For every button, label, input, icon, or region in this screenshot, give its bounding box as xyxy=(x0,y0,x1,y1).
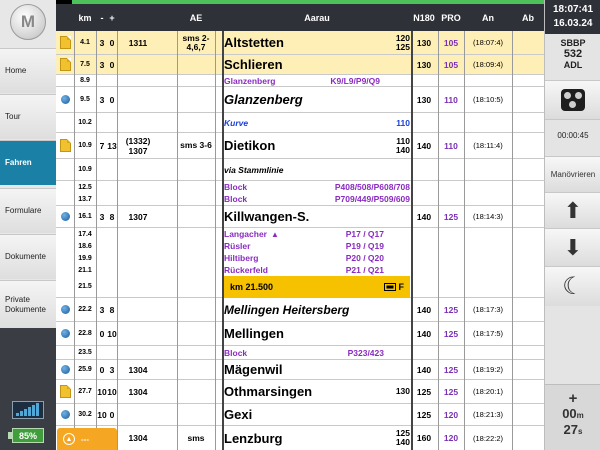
document-icon[interactable] xyxy=(60,58,71,71)
km-value: 10.9 xyxy=(78,166,92,173)
elapsed-timer: 00:00:45 xyxy=(557,131,589,140)
n180-value: 140 xyxy=(416,304,432,315)
sidebar-item-label: Home xyxy=(5,66,27,75)
curve-label: Kurve xyxy=(224,117,249,128)
train-code: ADL xyxy=(563,60,583,70)
table-header xyxy=(56,0,544,31)
minus-value: 3 xyxy=(99,94,105,105)
signal-number: 1304 xyxy=(128,433,148,443)
battery-level: 85% xyxy=(18,430,37,441)
table-row[interactable] xyxy=(56,87,544,113)
table-row[interactable] xyxy=(56,380,544,404)
table-row[interactable] xyxy=(56,159,544,181)
track-line-left xyxy=(222,31,224,450)
km-value: 19.9 xyxy=(78,254,92,262)
minus-value: 0 xyxy=(99,364,105,375)
column-divider xyxy=(215,31,216,450)
current-time: 18:07:41 xyxy=(552,4,594,15)
sidebar-item-dokumente[interactable] xyxy=(0,234,56,279)
arrival-time: (18:21:3) xyxy=(472,410,504,419)
station-name: Othmarsingen xyxy=(224,384,313,399)
arrival-time: (18:11:4) xyxy=(473,141,503,150)
stop-marker-icon xyxy=(61,410,70,419)
n180-value: 160 xyxy=(416,433,432,443)
table-row[interactable] xyxy=(56,360,544,380)
speed-2: 140 xyxy=(395,437,410,447)
document-icon[interactable] xyxy=(60,139,71,152)
station-name: Schlieren xyxy=(224,57,283,72)
speed-2: 140 xyxy=(395,144,410,155)
sidebar-item-label: Dokumente xyxy=(5,252,46,261)
table-row[interactable] xyxy=(56,113,544,133)
block-code: P21 / Q21 xyxy=(345,265,384,275)
station-name: Dietikon xyxy=(224,138,276,153)
n180-value: 130 xyxy=(416,37,432,48)
plus-value: 8 xyxy=(109,211,115,222)
delay-minutes: 00 xyxy=(562,406,577,421)
plus-value: 8 xyxy=(109,304,115,315)
km-marker-bar[interactable] xyxy=(224,276,410,298)
table-row[interactable] xyxy=(56,133,544,159)
table-row[interactable] xyxy=(56,75,544,87)
pro-value: 125 xyxy=(443,211,459,222)
table-row[interactable] xyxy=(56,346,544,360)
station-name: Mellingen xyxy=(224,326,284,341)
right-panel-spacer xyxy=(545,306,600,386)
column-divider xyxy=(464,31,465,450)
column-divider xyxy=(177,31,178,450)
signal-number: 1307 xyxy=(128,145,148,156)
pro-value: 110 xyxy=(444,140,458,151)
km-value: 22.2 xyxy=(78,306,92,313)
table-row[interactable] xyxy=(56,322,544,346)
n180-value: 140 xyxy=(416,211,432,222)
speed-1: 120 xyxy=(395,32,410,43)
table-row[interactable] xyxy=(56,181,544,193)
arrival-time: (18:07:4) xyxy=(472,38,504,47)
minus-value: 7 xyxy=(99,140,105,151)
header-plus: + xyxy=(109,12,115,23)
block-label: Block xyxy=(224,347,248,358)
km-value: 12.5 xyxy=(78,183,92,191)
km-value: 27.7 xyxy=(78,388,92,395)
signal-number: 1311 xyxy=(128,37,148,48)
minus-value: 10 xyxy=(97,409,107,420)
table-row[interactable] xyxy=(56,264,544,276)
delay-seconds-unit: s xyxy=(578,427,583,436)
train-icon xyxy=(384,283,396,291)
block-code: P709/449/P509/609 xyxy=(334,194,410,204)
arrow-up-icon: ⬆ xyxy=(563,197,583,223)
progress-line-start xyxy=(56,0,72,4)
clock xyxy=(545,0,600,34)
table-row[interactable] xyxy=(56,252,544,264)
table-row[interactable] xyxy=(56,193,544,206)
n180-value: 125 xyxy=(416,386,432,397)
plus-value: 0 xyxy=(109,409,115,420)
pro-value: 125 xyxy=(443,364,459,375)
logo-letter: M xyxy=(20,12,36,31)
km-value: 25.9 xyxy=(78,366,92,373)
document-icon[interactable] xyxy=(60,36,71,49)
column-divider xyxy=(117,31,118,450)
plus-value: 13 xyxy=(107,140,117,151)
signal-strength-icon xyxy=(12,401,44,419)
arrival-time: (18:17:3) xyxy=(472,305,504,314)
arrival-time: (18:22:2) xyxy=(472,433,504,443)
block-code: P20 / Q20 xyxy=(345,253,384,263)
km-value: 16.1 xyxy=(78,213,92,220)
pro-value: 120 xyxy=(443,433,459,443)
document-icon[interactable] xyxy=(60,385,71,398)
stop-marker-icon xyxy=(61,329,70,338)
signal-button[interactable] xyxy=(545,80,600,120)
scroll-down-button[interactable] xyxy=(545,228,600,266)
block-code: P19 / Q19 xyxy=(345,241,384,251)
app-logo[interactable] xyxy=(10,4,46,40)
pro-value: 120 xyxy=(443,409,459,420)
table-row[interactable] xyxy=(56,206,544,228)
arrow-down-icon: ⬇ xyxy=(563,234,583,260)
minus-value: 0 xyxy=(99,328,105,339)
arrival-time: (18:09:4) xyxy=(472,60,504,69)
km-value: 17.4 xyxy=(78,230,92,238)
sidebar-item-label: Formulare xyxy=(5,206,42,215)
speed-2: 125 xyxy=(395,41,410,52)
block-code: K9/L9/P9/Q9 xyxy=(330,75,380,86)
delay-indicator xyxy=(545,384,600,450)
pro-value: 105 xyxy=(443,59,459,70)
block-code: P323/423 xyxy=(347,347,384,358)
block-label: Langacher xyxy=(224,229,267,239)
minus-value: 3 xyxy=(99,59,105,70)
block-label: Glanzenberg xyxy=(224,75,276,86)
chevron-up-icon: ▲ xyxy=(63,433,75,445)
manoeuvre-button[interactable] xyxy=(545,156,600,192)
stop-marker-icon xyxy=(61,365,70,374)
header-ab: Ab xyxy=(522,12,534,23)
stop-marker-icon xyxy=(61,95,70,104)
plus-value: 3 xyxy=(109,364,115,375)
scroll-up-button[interactable] xyxy=(545,192,600,228)
table-row[interactable] xyxy=(56,55,544,75)
company-code: SBBP xyxy=(560,38,586,48)
delay-minutes-unit: m xyxy=(576,411,584,420)
sidebar-item-label: Tour xyxy=(5,112,21,121)
n180-value: 140 xyxy=(416,140,432,151)
arrival-time: (18:20:1) xyxy=(472,387,504,396)
station-name: Mägenwil xyxy=(224,362,283,377)
signal-number-alt: (1332) xyxy=(125,135,151,146)
header-ae: AE xyxy=(189,12,203,23)
block-label: Hiltiberg xyxy=(224,253,259,263)
curve-speed: 110 xyxy=(396,117,410,128)
column-divider xyxy=(512,31,513,450)
table-row[interactable] xyxy=(56,240,544,252)
column-divider xyxy=(74,31,75,450)
sidebar-item-formulare[interactable] xyxy=(0,188,56,233)
header-an: An xyxy=(482,12,494,23)
speed-1: 110 xyxy=(396,135,410,146)
track-line-right xyxy=(411,31,413,450)
header-n180: N180 xyxy=(413,12,435,23)
signal-number: 1307 xyxy=(128,211,148,222)
km-value: 9.5 xyxy=(80,96,90,103)
station-name: Mellingen Heitersberg xyxy=(224,302,350,317)
km-value: 21.1 xyxy=(78,266,92,274)
battery-icon xyxy=(12,428,44,443)
plus-value: 0 xyxy=(109,94,115,105)
km-marker-label: km 21.500 xyxy=(230,282,274,292)
km-value: 7.5 xyxy=(80,61,90,68)
column-divider xyxy=(438,31,439,450)
stop-marker-icon xyxy=(61,305,70,314)
km-value: 30.2 xyxy=(78,411,92,418)
station-name: Lenzburg xyxy=(224,430,283,446)
arrival-time: (18:19:2) xyxy=(472,365,504,374)
n180-value: 140 xyxy=(416,364,432,375)
delay-sign: + xyxy=(568,390,578,407)
ae-value: sms 3-6 xyxy=(180,140,212,150)
km-value: 13.7 xyxy=(78,195,92,203)
ae-value: sms 2-4,6,7 xyxy=(182,32,210,52)
expand-panel-button[interactable] xyxy=(57,428,117,450)
block-code: P17 / Q17 xyxy=(345,229,384,239)
minus-value: 3 xyxy=(99,304,105,315)
speed-1: 130 xyxy=(395,386,410,396)
n180-value: 130 xyxy=(416,94,432,105)
n180-value: 140 xyxy=(416,328,432,339)
plus-value: 10 xyxy=(107,386,117,397)
sidebar-item-label: Fahren xyxy=(5,158,32,167)
train-info xyxy=(545,38,600,76)
n180-value: 125 xyxy=(416,409,432,420)
route-via: via Stammlinie xyxy=(224,164,284,175)
block-label: Rüsler xyxy=(224,241,251,251)
traffic-light-icon xyxy=(561,89,585,111)
plus-value: 10 xyxy=(107,328,117,339)
expand-panel-text: --- xyxy=(81,434,89,444)
sidebar-item-tour[interactable] xyxy=(0,94,56,139)
station-name: Glanzenberg xyxy=(224,92,303,107)
minus-value: 10 xyxy=(97,386,107,397)
night-mode-button[interactable] xyxy=(545,266,600,306)
plus-value: 0 xyxy=(109,37,115,48)
pro-value: 105 xyxy=(443,37,459,48)
train-number: 532 xyxy=(563,48,583,60)
km-value: 18.6 xyxy=(78,242,92,250)
header-pro: PRO xyxy=(441,12,461,23)
signal-number: 1304 xyxy=(128,386,148,397)
station-name: Gexi xyxy=(224,407,253,422)
table-row[interactable] xyxy=(56,426,544,450)
sidebar-item-label: Private Dokumente xyxy=(5,294,46,314)
signal-number: 1304 xyxy=(128,364,148,375)
header-minus: - xyxy=(100,12,104,23)
speed-1: 125 xyxy=(395,428,410,438)
km-value: 4.1 xyxy=(80,39,90,46)
minus-value: 3 xyxy=(99,37,105,48)
minus-value: 3 xyxy=(99,211,105,222)
table-row[interactable] xyxy=(56,228,544,240)
n180-value: 130 xyxy=(416,59,432,70)
pro-value: 110 xyxy=(444,94,458,105)
pro-value: 125 xyxy=(443,304,459,315)
km-value: 23.5 xyxy=(78,349,92,356)
block-label: Rückerfeld xyxy=(224,265,268,275)
timetable xyxy=(56,0,544,450)
km-value: 8.9 xyxy=(80,77,90,84)
stop-marker-icon xyxy=(61,212,70,221)
current-date: 16.03.24 xyxy=(553,18,593,29)
sidebar-item-home[interactable] xyxy=(0,48,56,93)
station-name: Killwangen-S. xyxy=(224,209,310,224)
km-marker-tag: F xyxy=(398,282,404,292)
triangle-up-icon: ▲ xyxy=(271,229,279,239)
station-name: Altstetten xyxy=(224,35,284,50)
right-panel xyxy=(544,0,600,450)
arrival-time: (18:10:5) xyxy=(472,95,504,104)
km-value: 10.9 xyxy=(78,142,92,149)
block-code: P408/508/P608/708 xyxy=(334,182,410,192)
pro-value: 125 xyxy=(443,386,459,397)
km-value: 22.8 xyxy=(78,330,92,337)
header-route: Aarau xyxy=(304,12,330,23)
delay-seconds: 27 xyxy=(563,422,578,437)
block-label: Block xyxy=(224,194,248,204)
table-row[interactable] xyxy=(56,404,544,426)
table-row[interactable] xyxy=(56,31,544,55)
arrival-time: (18:14:3) xyxy=(472,212,504,221)
sidebar xyxy=(0,0,56,450)
manoeuvre-label: Manövrieren xyxy=(550,170,596,179)
arrival-time: (18:17:5) xyxy=(472,329,504,338)
plus-value: 0 xyxy=(109,59,115,70)
column-divider xyxy=(96,31,97,450)
moon-icon: ☾ xyxy=(562,273,584,300)
header-km: km xyxy=(78,12,92,23)
km-value: 21.5 xyxy=(78,283,92,290)
block-label: Block xyxy=(224,182,248,192)
pro-value: 125 xyxy=(443,328,459,339)
km-value: 10.2 xyxy=(78,119,92,126)
sidebar-item-private-dokumente[interactable] xyxy=(0,280,56,328)
sidebar-item-fahren[interactable] xyxy=(0,140,56,185)
table-row[interactable] xyxy=(56,298,544,322)
ae-value: sms xyxy=(187,432,205,443)
